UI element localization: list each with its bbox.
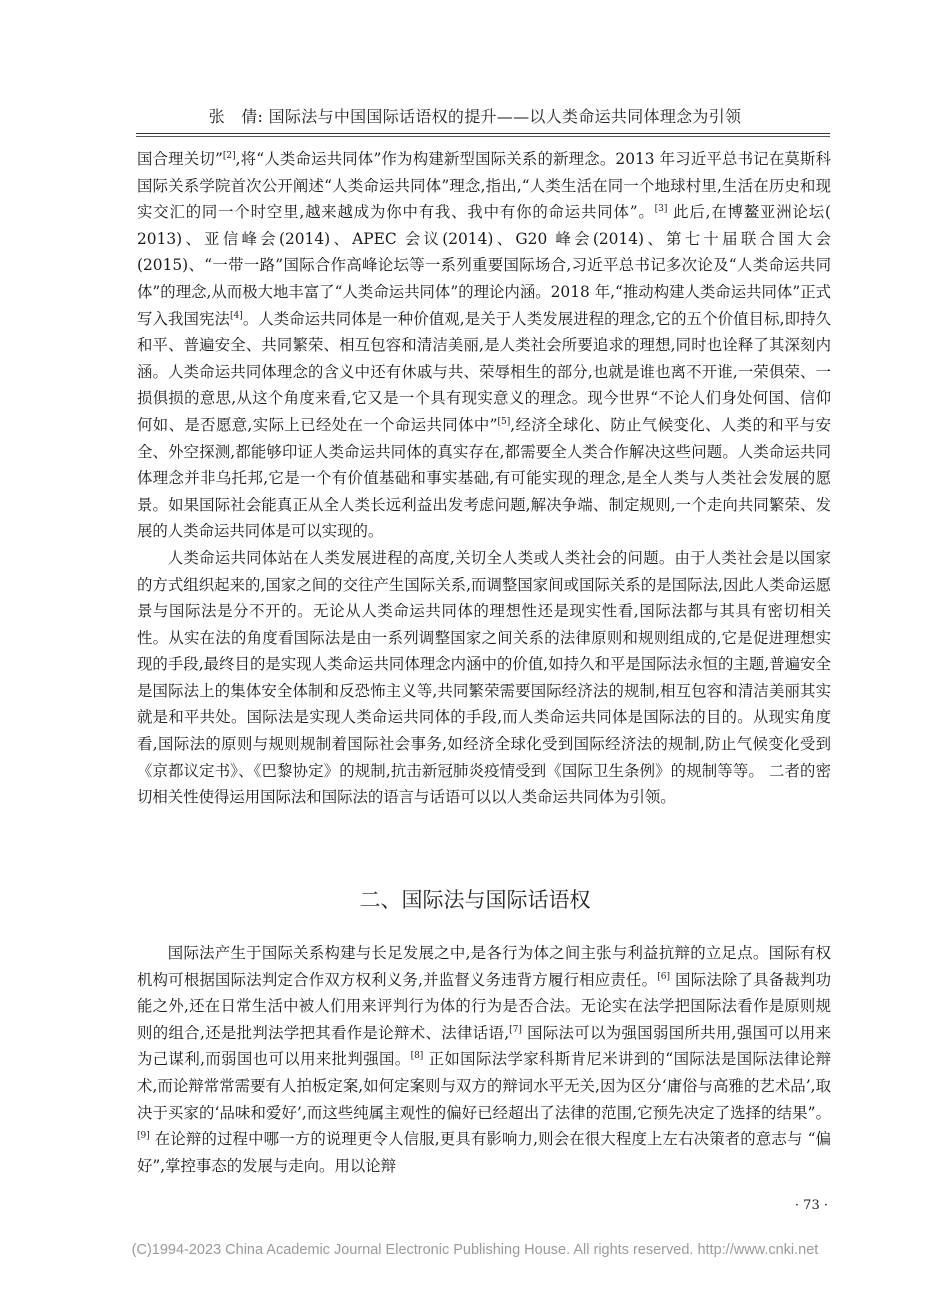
- citation-4[interactable]: [4]: [229, 310, 243, 321]
- citation-5[interactable]: [5]: [497, 416, 511, 427]
- paragraph-2: 人类命运共同体站在人类发展进程的高度,关切全人类或人类社会的问题。由于人类社会是以国家的方式组织起来的,国家之间的交往产生国际关系,而调整国家间或国际关系的是国际法,因此人类命运愿景与国际法是分不开的。无论从人类命运共同体的理想性还是现实性看,国际法都与其具有密切相关性。从实在法的角度看国际法是由一系列调整国家之间关系的法律原则和规则组成的,它是促进理想实现的手段,最终目的是实现人类命运共同体理念内涵中的价值,如持久和平是国际法永恒的主题,普遍安全是国际法上的集体安全体制和反恐怖主义等,共同繁荣需要国际经济法的规制,相互包容和清洁美丽其实就是和平共处。国际法是实现人类命运共同体的手段,而人类命运共同体是国际法的目的。从现实角度看,国际法的原则与规则规制着国际社会事务,如经济全球化受到国际经济法的规制,防止气候变化受到《京都议定书》、《巴黎协定》的规制,抗击新冠肺炎疫情受到《国际卫生条例》的规制等等。 二者的密切相关性使得运用国际法和国际法的语言与话语可以以人类命运共同体为引领。: [137, 548, 831, 807]
- header-rule-thin: [136, 136, 830, 137]
- citation-9[interactable]: [9]: [137, 1131, 150, 1142]
- citation-2[interactable]: [2]: [222, 150, 236, 161]
- paragraph-3: 国际法产生于国际关系构建与长足发展之中,是各行为体之间主张与利益抗辩的立足点。国际有权机构可根据国际法判定合作双方权利义务,并监督义务违背方履行相应责任。[6] 国际法除了具备裁判功能之外,还在日常生活中被人们用来评判行为体的行为是否合法。无论实在法学把国际法看作是原则规则的组合,还是批判法学把其看作是论辩术、法律话语,[7] 国际法可以为强国弱国所共用,强国可以用来为己谋利,而弱国也可以用来批判强国。[8] 正如国际法学家科斯肯尼米讲到的“国际法是国际法律论辩术,而论辩常常需要有人拍板定案,如何定案则与双方的辩词水平无关,因为区分‘庸俗与高雅的艺术品’,取决于买家的‘品味和爱好’,而这些纯属主观性的偏好已经超出了法律的范围,它预先决定了选择的结果”。[9] 在论辩的过程中哪一方的说理更令人信服,更具有影响力,则会在很大程度上左右决策者的意志与 “偏好”,掌控事态的发展与走向。用以论辩: [137, 944, 831, 1175]
- citation-8[interactable]: [8]: [410, 1051, 424, 1062]
- body-text-lower: [137, 940, 831, 1179]
- paragraph-1: 国合理关切”[2],将“人类命运共同体”作为构建新型国际关系的新理念。2013 年习近平总书记在莫斯科国际关系学院首次公开阐述“人类命运共同体”理念,指出,“人类生活在同一个地球村里,生活在历史和现实交汇的同一个时空里,越来越成为你中有我、我中有你的命运共同体”。[3] 此后,在博鳌亚洲论坛( 2013)、亚信峰会(2014)、APEC 会议(2014)、G20 峰会(2014)、第七十届联合国大会(2015)、“一带一路”国际合作高峰论坛等一系列重要国际场合,习近平总书记多次论及“人类命运共同体”的理念,从而极大地丰富了“人类命运共同体”的理论内涵。2018 年,“推动构建人类命运共同体”正式写入我国宪法[4]。人类命运共同体是一种价值观,是关于人类发展进程的理念,它的五个价值目标,即持久和平、普遍安全、共同繁荣、相互包容和清洁美丽,是人类社会所要追求的理想,同时也诠释了其深刻内涵。人类命运共同体理念的含义中还有休戚与共、荣辱相生的部分,也就是谁也离不开谁,一荣俱荣、一损俱损的意思,从这个角度来看,它又是一个具有现实意义的理念。现今世界“不论人们身处何国、信仰何如、是否愿意,实际上已经处在一个命运共同体中”[5],经济全球化、防止气候变化、人类的和平与安全、外空探测,都能够印证人类命运共同体的真实存在,都需要全人类合作解决这些问题。人类命运共同体理念并非乌托邦,它是一个有价值基础和事实基础,有可能实现的理念,是全人类与人类社会发展的愿景。如果国际社会能真正从全人类长远利益出发考虑问题,解决争端、制定规则,一个走向共同繁荣、发展的人类命运共同体是可以实现的。: [137, 150, 831, 541]
- header-rule: [136, 133, 830, 134]
- citation-7[interactable]: [7]: [509, 1024, 522, 1035]
- section-title: 二、国际法与国际话语权: [359, 888, 591, 912]
- copyright-footer: (C)1994-2023 China Academic Journal Electronic Publishing House. All rights reserved. http://www.cnki.net: [131, 1242, 819, 1258]
- body-text-upper: [137, 146, 831, 811]
- citation-3[interactable]: [3]: [654, 204, 668, 215]
- citation-6[interactable]: [6]: [657, 971, 670, 982]
- running-header: 张 倩: 国际法与中国国际话语权的提升——以人类命运共同体理念为引领: [208, 107, 742, 126]
- page-number: · 73 ·: [794, 1198, 828, 1213]
